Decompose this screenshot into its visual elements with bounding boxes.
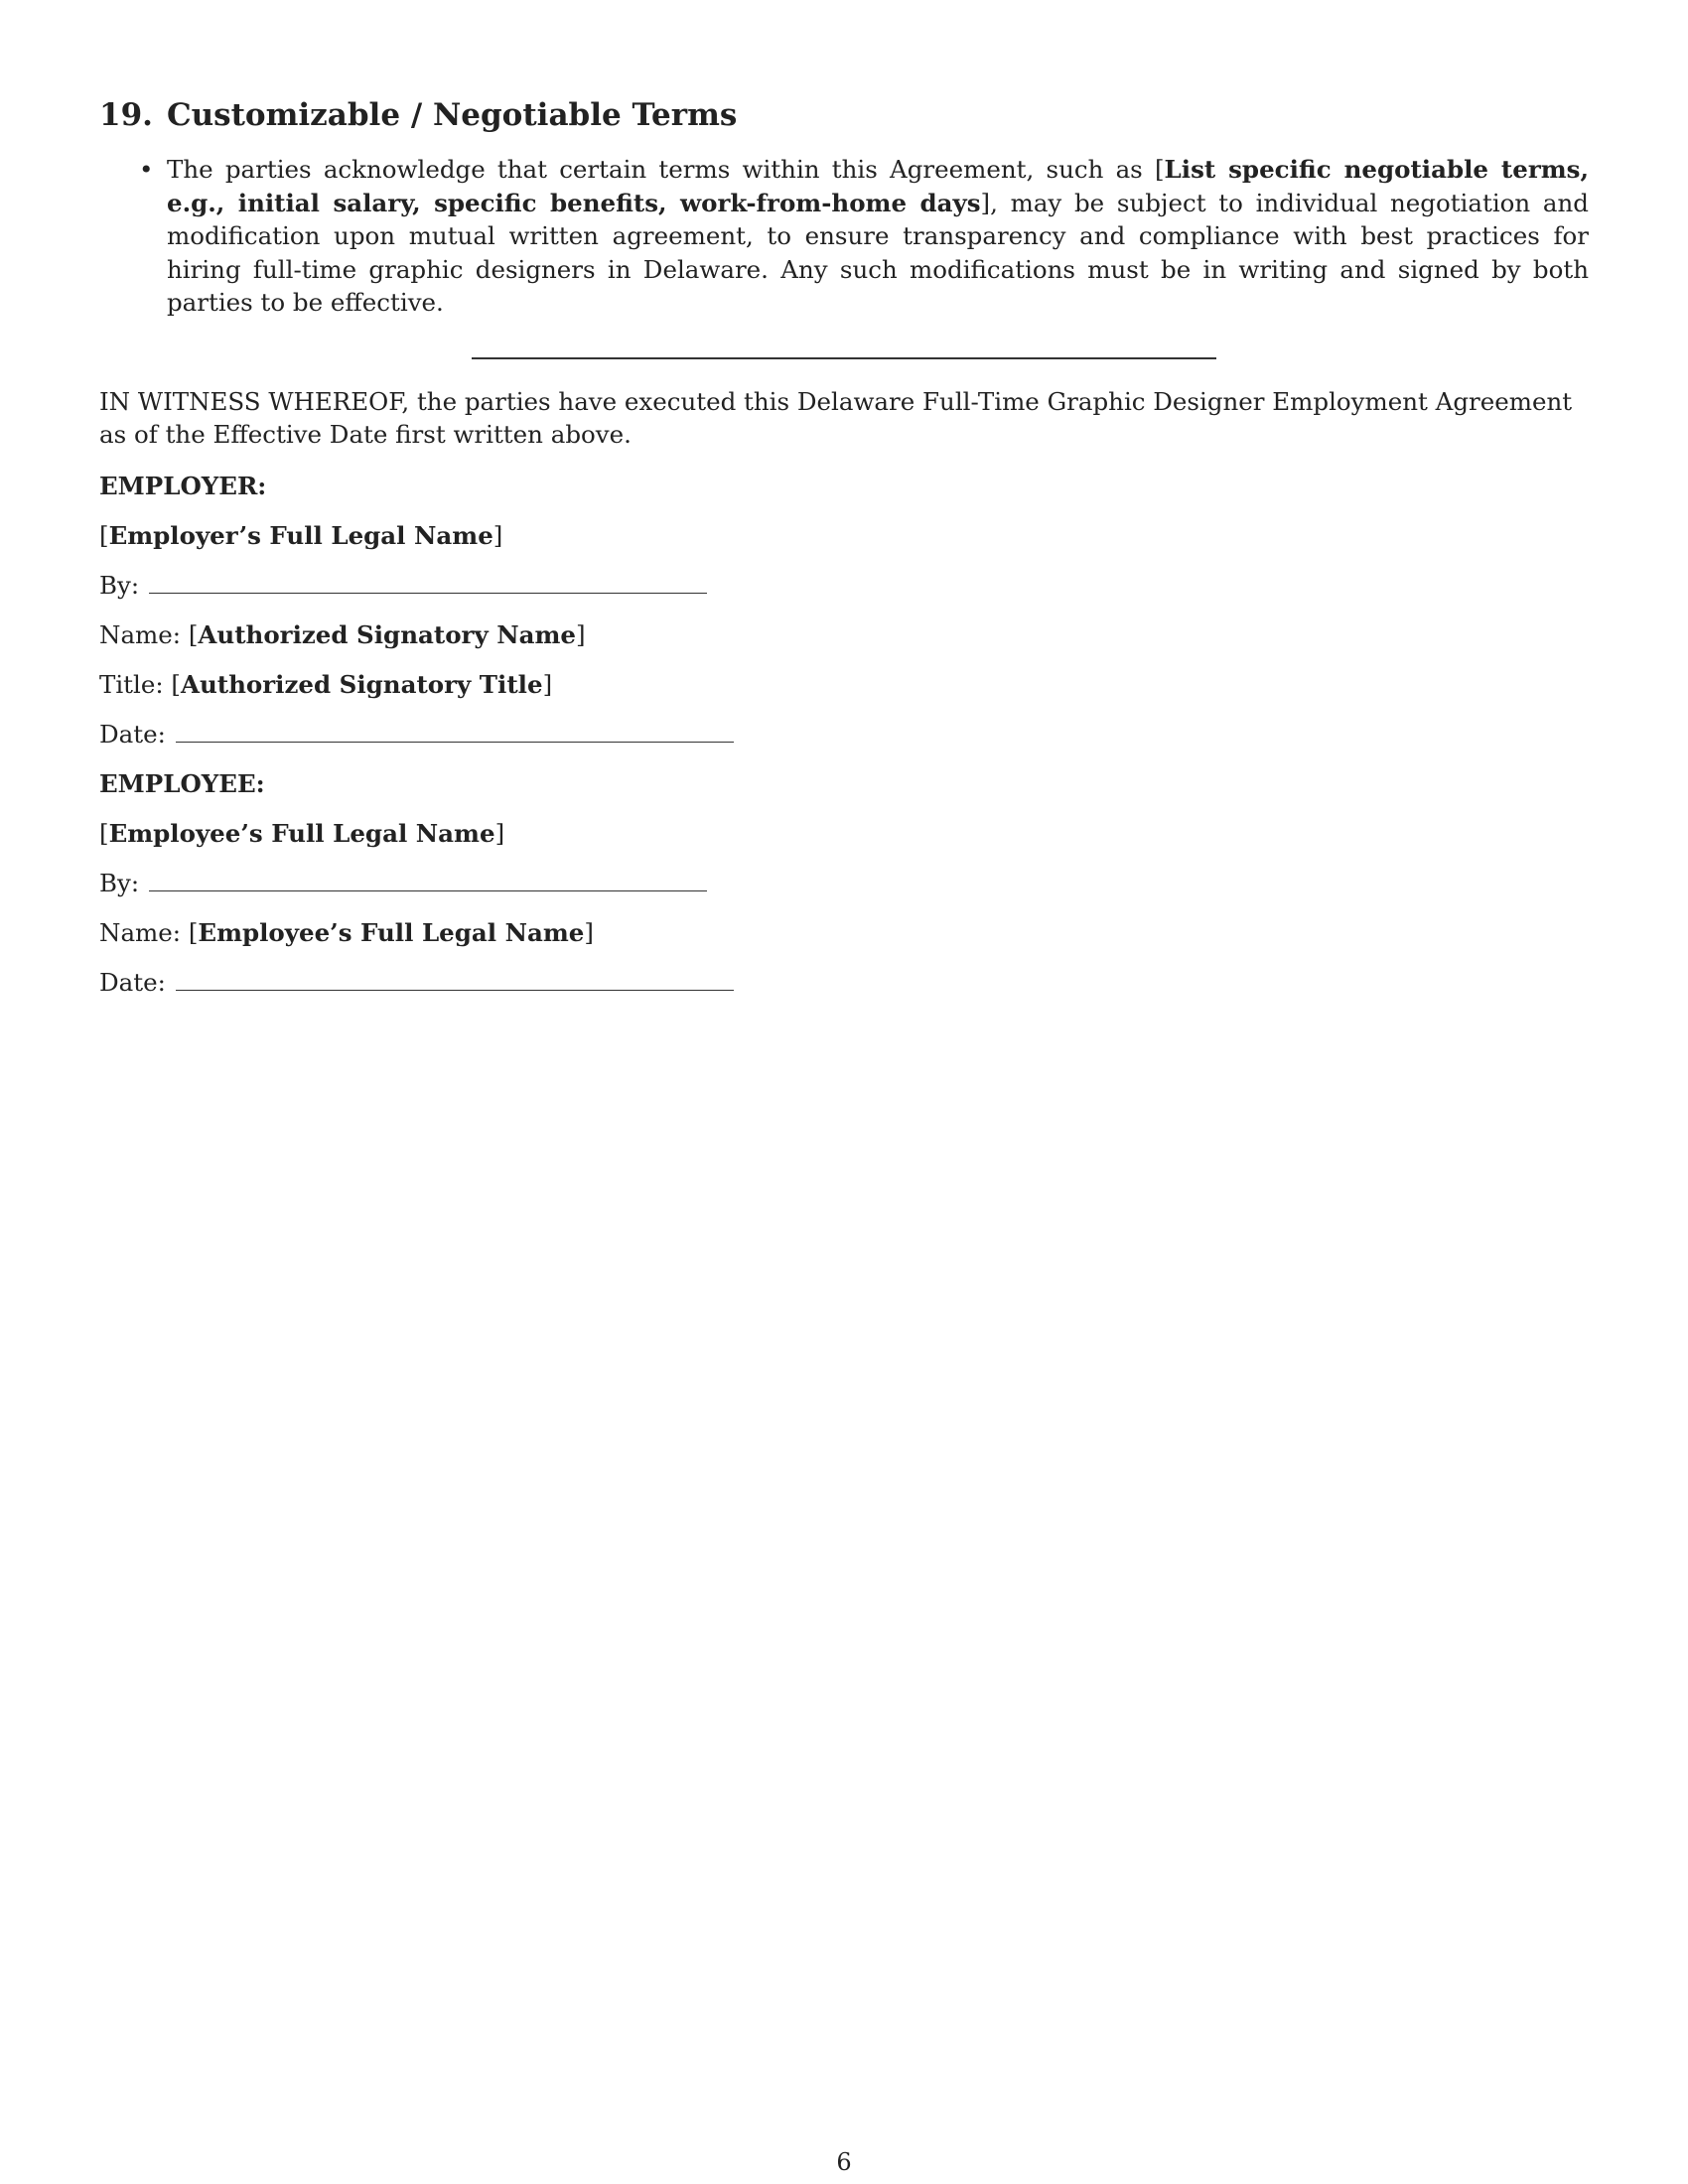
employer-date-blank[interactable] — [176, 741, 734, 743]
employer-by-label: By: — [99, 570, 140, 600]
negotiable-terms-placeholder: List specific negotiable terms, e.g., initial salary, specific benefits, work-from-home days — [167, 155, 1589, 217]
employee-signature-blank[interactable] — [149, 889, 707, 891]
employer-signatory-title: Authorized Signatory Title — [180, 669, 543, 699]
section-number: 19. — [99, 97, 153, 133]
employer-title-line: Title: [Authorized Signatory Title] — [99, 669, 553, 699]
section-bullet-list — [99, 153, 1589, 320]
employer-title-label: Title: — [99, 669, 164, 699]
employer-name-label: Name: — [99, 619, 182, 649]
section-heading — [99, 95, 1589, 135]
employee-by-label: By: — [99, 868, 140, 897]
page-number: 6 — [836, 2148, 852, 2176]
employer-name-line: [Employer’s Full Legal Name] — [99, 520, 503, 550]
employee-signatory-name-line: Name: [Employee’s Full Legal Name] — [99, 917, 594, 947]
employer-signature-blank[interactable] — [149, 592, 707, 594]
employer-date-line — [99, 718, 1589, 751]
bullet-text-after: ], may be subject to individual negotiation and modification upon mutual written agreement, to ensure transparency and compliance with best practices for hiring full-time graphic designers in Delaware. Any such modifications must be in writing and signed by both parties to be effective. — [167, 188, 1589, 317]
employer-signature-block — [99, 470, 1589, 751]
employer-name-placeholder: Employer’s Full Legal Name — [108, 520, 493, 550]
employer-by-line — [99, 569, 1589, 602]
section-title: Customizable / Negotiable Terms — [166, 97, 738, 133]
employee-date-line — [99, 966, 1589, 999]
employee-name-label: Name: — [99, 917, 182, 947]
bullet-text-before: The parties acknowledge that certain terms within this Agreement, such as [ — [167, 155, 1165, 184]
employee-name-placeholder: Employee’s Full Legal Name — [108, 818, 495, 848]
employee-name-line: [Employee’s Full Legal Name] — [99, 818, 505, 848]
employer-signatory-name: Authorized Signatory Name — [198, 619, 576, 649]
employee-date-label: Date: — [99, 967, 166, 997]
employee-signature-block — [99, 767, 1589, 999]
employee-heading: EMPLOYEE: — [99, 768, 265, 798]
witness-statement: IN WITNESS WHEREOF, the parties have executed this Delaware Full-Time Graphic Designer Employment Agreement as of the Effective Date first written above. — [99, 386, 1573, 449]
document-page — [99, 95, 1589, 1016]
employer-heading: EMPLOYER: — [99, 471, 267, 500]
employer-signatory-name-line: Name: [Authorized Signatory Name] — [99, 619, 586, 649]
list-item — [99, 153, 1589, 320]
employee-by-line — [99, 867, 1589, 899]
employee-date-blank[interactable] — [176, 989, 734, 991]
employer-date-label: Date: — [99, 719, 166, 749]
separator-rule — [472, 357, 1216, 359]
employee-signatory-name: Employee’s Full Legal Name — [198, 917, 585, 947]
bullet-icon: • — [139, 155, 154, 184]
